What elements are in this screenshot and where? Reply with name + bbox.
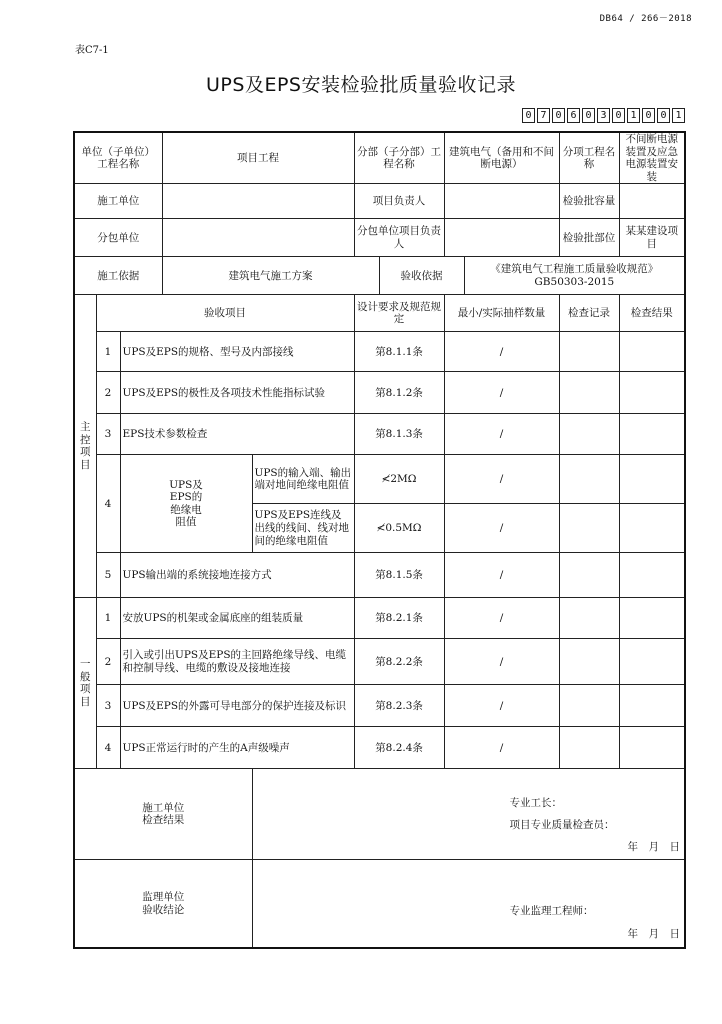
division-value: 建筑电气（备用和不间断电源）	[444, 132, 559, 184]
item-no: 4	[96, 727, 120, 769]
code-digit: 0	[657, 108, 670, 123]
form-number: 表C7-1	[75, 45, 109, 56]
code-digit: 0	[522, 108, 535, 123]
item-spec: 第8.1.2条	[354, 372, 444, 414]
acceptance-record-table	[73, 131, 686, 949]
item-spec: ≮2MΩ	[354, 455, 444, 504]
item-desc: 安放UPS的机架或金属底座的组装质量	[120, 598, 354, 639]
item-record	[559, 598, 619, 639]
item-result	[619, 727, 685, 769]
batch-location-value: 某某建设项目	[619, 219, 685, 257]
batch-location-label: 检验批部位	[559, 219, 619, 257]
code-digit: 0	[612, 108, 625, 123]
item-record	[559, 553, 619, 598]
item-desc: UPS及EPS的极性及各项技术性能指标试验	[120, 372, 354, 414]
item-record	[559, 727, 619, 769]
item-group: UPS及EPS的绝缘电阻值	[120, 455, 252, 553]
item-no: 1	[96, 332, 120, 372]
item-result	[619, 372, 685, 414]
item-spec: 第8.1.5条	[354, 553, 444, 598]
code-digit: 1	[672, 108, 685, 123]
item-no: 2	[96, 639, 120, 685]
supervision-signoff	[252, 860, 685, 949]
item-spec: 第8.1.3条	[354, 414, 444, 455]
supervisor-label: 专业监理工程师：	[509, 905, 594, 918]
code-digit: 3	[597, 108, 610, 123]
item-desc: UPS输出端的系统接地连接方式	[120, 553, 354, 598]
item-result	[619, 414, 685, 455]
item-spec: 第8.1.1条	[354, 332, 444, 372]
standard-number: DB64 / 266－2018	[599, 14, 692, 24]
subitem-label: 分项工程名称	[559, 132, 619, 184]
item-result	[619, 639, 685, 685]
main-control-label: 主控项目	[74, 295, 96, 598]
item-sample: /	[444, 414, 559, 455]
item-desc: UPS的输入端、输出端对地间绝缘电阻值	[252, 455, 354, 504]
item-sample: /	[444, 504, 559, 553]
batch-capacity-value	[619, 184, 685, 219]
unit-value: 项目工程	[162, 132, 354, 184]
item-record	[559, 372, 619, 414]
code-digit: 0	[552, 108, 565, 123]
item-spec: ≮0.5MΩ	[354, 504, 444, 553]
item-record	[559, 685, 619, 727]
item-record	[559, 639, 619, 685]
construction-check-title: 施工单位检查结果	[74, 769, 252, 860]
item-record	[559, 332, 619, 372]
general-label: 一般项目	[74, 598, 96, 769]
code-digit: 0	[582, 108, 595, 123]
item-result	[619, 455, 685, 504]
item-sample: /	[444, 332, 559, 372]
code-digit: 0	[642, 108, 655, 123]
item-record	[559, 414, 619, 455]
qc-inspector-label: 项目专业质量检查员：	[509, 819, 615, 832]
item-record	[559, 504, 619, 553]
project-manager-value	[444, 184, 559, 219]
item-sample: /	[444, 553, 559, 598]
col-item-header: 验收项目	[96, 295, 354, 332]
col-sample-header: 最小/实际抽样数量	[444, 295, 559, 332]
subcontract-manager-value	[444, 219, 559, 257]
col-record-header: 检查记录	[559, 295, 619, 332]
item-no: 4	[96, 455, 120, 553]
code-digit: 1	[627, 108, 640, 123]
page-title: UPS及EPS安装检验批质量验收记录	[206, 74, 516, 96]
code-digit: 6	[567, 108, 580, 123]
construction-unit-value	[162, 184, 354, 219]
item-sample: /	[444, 372, 559, 414]
item-desc: UPS及EPS的规格、型号及内部接线	[120, 332, 354, 372]
date-label: 年 月 日	[627, 841, 681, 854]
construction-unit-label: 施工单位	[74, 184, 162, 219]
item-result	[619, 504, 685, 553]
item-no: 1	[96, 598, 120, 639]
code-digit: 7	[537, 108, 550, 123]
item-sample: /	[444, 685, 559, 727]
item-no: 3	[96, 414, 120, 455]
item-spec: 第8.2.1条	[354, 598, 444, 639]
item-no: 5	[96, 553, 120, 598]
subcontractor-value	[162, 219, 354, 257]
item-result	[619, 553, 685, 598]
item-desc: 引入或引出UPS及EPS的主回路绝缘导线、电缆和控制导线、电缆的敷设及接地连接	[120, 639, 354, 685]
foreman-label: 专业工长：	[509, 797, 563, 810]
item-no: 3	[96, 685, 120, 727]
batch-code	[520, 108, 685, 123]
item-result	[619, 332, 685, 372]
acceptance-basis-label: 验收依据	[379, 257, 464, 295]
item-sample: /	[444, 727, 559, 769]
item-desc: UPS及EPS连线及出线的线间、线对地间的绝缘电阻值	[252, 504, 354, 553]
basis-label: 施工依据	[74, 257, 162, 295]
item-sample: /	[444, 598, 559, 639]
col-result-header: 检查结果	[619, 295, 685, 332]
item-sample: /	[444, 639, 559, 685]
item-result	[619, 685, 685, 727]
subcontractor-label: 分包单位	[74, 219, 162, 257]
division-label: 分部（子分部）工程名称	[354, 132, 444, 184]
item-no: 2	[96, 372, 120, 414]
item-spec: 第8.2.2条	[354, 639, 444, 685]
col-design-header: 设计要求及规范规定	[354, 295, 444, 332]
item-sample: /	[444, 455, 559, 504]
item-result	[619, 598, 685, 639]
item-desc: UPS及EPS的外露可导电部分的保护连接及标识	[120, 685, 354, 727]
subitem-value: 不间断电源装置及应急电源装置安装	[619, 132, 685, 184]
subcontract-manager-label: 分包单位项目负责人	[354, 219, 444, 257]
acceptance-basis-value: 《建筑电气工程施工质量验收规范》GB50303-2015	[464, 257, 685, 295]
supervision-title: 监理单位验收结论	[74, 860, 252, 949]
item-spec: 第8.2.3条	[354, 685, 444, 727]
construction-signoff	[252, 769, 685, 860]
item-spec: 第8.2.4条	[354, 727, 444, 769]
basis-value: 建筑电气施工方案	[162, 257, 379, 295]
batch-capacity-label: 检验批容量	[559, 184, 619, 219]
item-desc: EPS技术参数检查	[120, 414, 354, 455]
project-manager-label: 项目负责人	[354, 184, 444, 219]
item-record	[559, 455, 619, 504]
date-label: 年 月 日	[627, 928, 681, 941]
unit-label: 单位（子单位）工程名称	[74, 132, 162, 184]
item-desc: UPS正常运行时的产生的A声级噪声	[120, 727, 354, 769]
